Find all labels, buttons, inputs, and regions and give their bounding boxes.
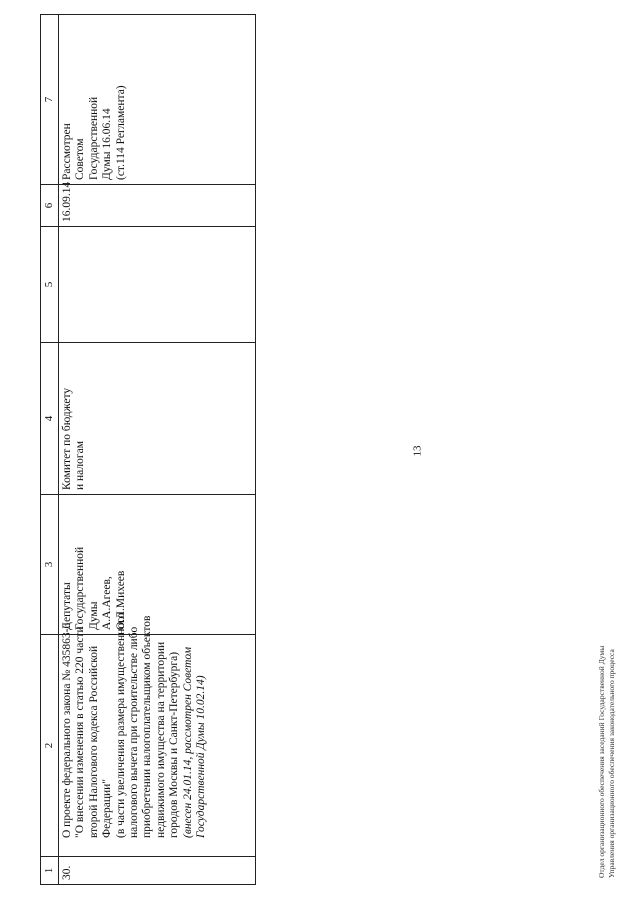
- status-line: (ст.114 Регламента): [114, 85, 127, 180]
- bill-description: [59, 612, 256, 857]
- authors: [59, 495, 256, 635]
- status: [59, 15, 256, 185]
- bill-line: приобретении налогоплательщиком объектов: [141, 615, 154, 838]
- rotated-page: [40, 15, 265, 885]
- bill-line: налогового вычета при строительстве либо: [128, 626, 141, 838]
- status-line: Рассмотрен: [61, 123, 73, 180]
- status-line: Думы 16.06.14: [101, 108, 114, 180]
- column-header-2: 2: [41, 635, 59, 857]
- column-header-1: 1: [41, 857, 59, 885]
- page-number: 13: [411, 445, 424, 457]
- bill-line: (в части увеличения размера имущественного: [114, 612, 127, 838]
- column-header-5: 5: [41, 227, 59, 343]
- footer-line-1: Отдел организационного обеспечения заседаний Государственной Думы: [597, 645, 606, 878]
- author-line: Думы: [87, 601, 100, 630]
- author-line: Государственной: [74, 546, 87, 630]
- column-header-4: 4: [41, 343, 59, 495]
- row-number: 30.: [59, 857, 256, 885]
- footer-line-2: Управления организационного обеспечения законодательного процесса: [607, 649, 616, 878]
- committee: [59, 343, 256, 495]
- bill-note-line: Государственной Думы 10.02.14): [195, 675, 208, 838]
- bill-line: О проекте федерального закона № 435863-6: [61, 622, 73, 838]
- bill-line: городов Москвы и Санкт-Петербурга): [168, 651, 181, 838]
- column-header-7: 7: [41, 15, 59, 185]
- bills-table: [40, 14, 256, 885]
- column-header-6: 6: [41, 185, 59, 227]
- date-cell: 16.09.14: [59, 185, 256, 227]
- header-row: [41, 15, 59, 885]
- bill-line: второй Налогового кодекса Российской: [87, 645, 100, 838]
- bill-line: "О внесении изменения в статью 220 части: [74, 626, 87, 838]
- author-line: О.Л.Михеев: [114, 570, 127, 630]
- committee-line: Комитет по бюджету: [61, 387, 73, 490]
- bill-line: Федерации": [101, 778, 114, 838]
- author-line: Депутаты: [61, 582, 73, 630]
- committee-line: и налогам: [74, 441, 87, 490]
- status-line: Советом: [74, 138, 87, 180]
- status-line: Государственной: [87, 96, 100, 180]
- table-row: [59, 15, 256, 885]
- bill-line: недвижимого имущества на территории: [154, 641, 167, 838]
- author-line: А.А.Агеев,: [101, 576, 114, 630]
- column-5-cell: [59, 227, 256, 343]
- bill-note-line: (внесен 24.01.14, рассмотрен Советом: [181, 646, 194, 838]
- column-header-3: 3: [41, 495, 59, 635]
